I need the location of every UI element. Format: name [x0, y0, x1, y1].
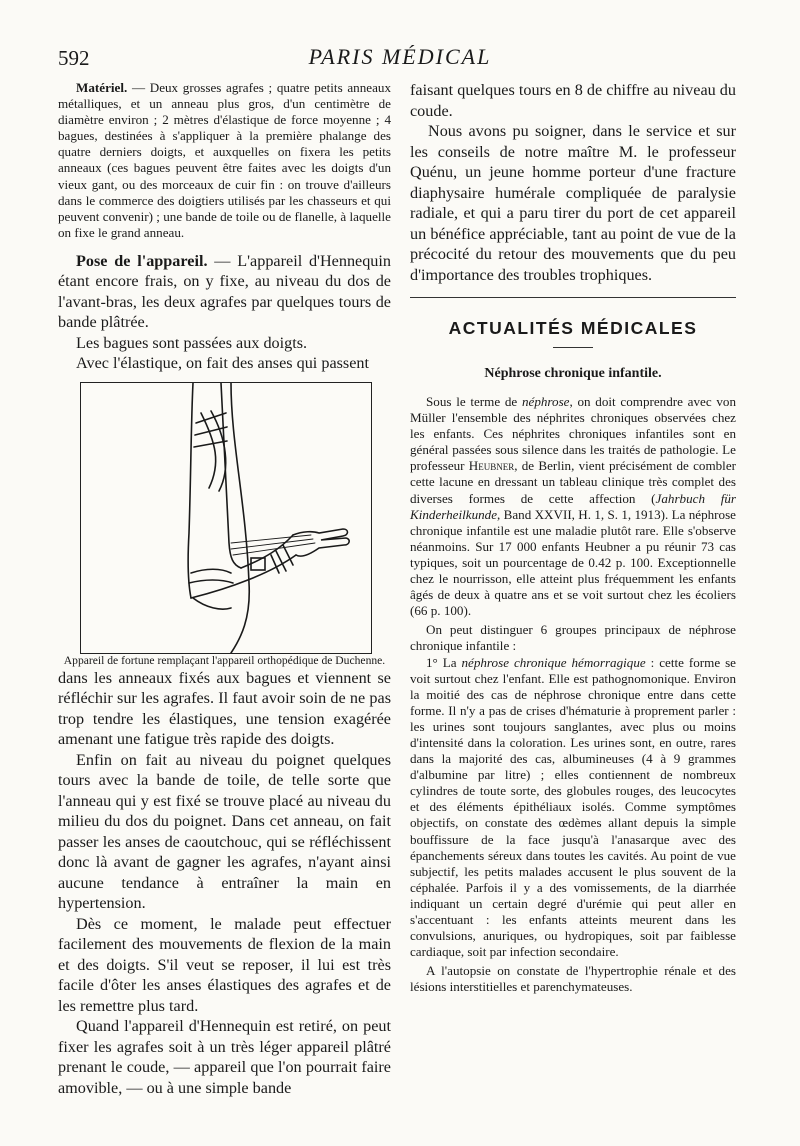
- elbow-cuff: [189, 569, 233, 583]
- page-number: 592: [58, 46, 90, 70]
- continued-paragraph: faisant quelques tours en 8 de chiffre au niveau du coude.: [410, 81, 736, 120]
- autopsy-paragraph: A l'autopsie on constate de l'hypertrophie rénale et des lésions interstitielles et parenchymateuses.: [410, 963, 736, 995]
- pose-paragraph: [58, 251, 391, 333]
- nephrose-intro-paragraph: [410, 394, 736, 619]
- text-run: , Band XXVII, H. 1, S. 1, 1913). La néphrose chronique infantile est une maladie plutôt rare. Elle s'observe néanmoins. Sur 17 000 enfants Heubner a pu réunir 73 cas typiques, soit un pourcentage de 0.42 p. 100. Exceptionnelle chez le nourrisson, elle atteint plus fréquemment les enfants âgés de deux à quatre ans et se voit surtout chez les écoliers (66 p. 100).: [410, 506, 736, 619]
- term-hemorrhagic: néphrose chronique hémorragique: [461, 654, 646, 670]
- figure-caption: Appareil de fortune remplaçant l'appareil orthopédique de Duchenne.: [63, 653, 386, 667]
- journal-title: Jahrbuch für Kinderheilkunde: [410, 490, 736, 522]
- forearm-lower: [191, 555, 296, 598]
- materiel-label: Matériel.: [76, 80, 128, 95]
- text-run: : cette forme se voit surtout chez l'enfant. Elle est pathognomonique. Environ la moitié des cas de néphrose chronique entre dans cette forme. Il n'y a pas de crises d'hématurie à proprement parler : les urines sont toujours sanglantes, avec plus ou moins d'intensité dans la coloration. Les urines sont, en outre, rares dans la majorité des cas, albumineuses (4 à 9 grammes d'albumine par litre) ; elles contiennent de nombreux cylindres de toute sorte, des globules rouges, des leucocytes et des éléments épithéliaux isolés. Comme symptômes objectifs, on constate des œdèmes allant depuis la simple bouffissure de la face jusqu'à l'anasarque avec des épanchements séreux dans toutes les cavités. Au point de vue subjectif, les petits malades accusent le plus souvent de la céphalée. Parfois il y a des vomissements, de la diarrhée indiquant un certain degré d'urémie qui peut aller en s'accentuant : les enfants atteints meurent dans les convulsions, anuriques, ou hydropiques, soit par faiblesse cardiaque, soit par infection secondaire.: [410, 654, 736, 960]
- section-divider: [410, 297, 736, 298]
- section-title: ACTUALITÉS MÉDICALES: [448, 318, 698, 338]
- text-run: 1° La: [426, 654, 462, 670]
- running-title: PARIS MÉDICAL: [308, 44, 492, 69]
- right-column: [410, 80, 736, 995]
- hand-outline: [293, 529, 349, 556]
- anneaux-paragraph: dans les anneaux fixés aux bagues et viennent se réfléchir sur les agrafes. Il faut avoir soin de ne pas trop tendre les élastiques, une tension exagérée amenant une fatigue très rapide des doigts.: [58, 668, 391, 749]
- bagues-paragraph: Les bagues sont passées aux doigts.: [76, 333, 308, 352]
- poignet-paragraph: Enfin on fait au niveau du poignet quelques tours avec la bande de toile, de telle sorte que l'anneau qui y est fixé se trouve placé au niveau du milieu du dos du poignet. Dans cet anneau, on fait passer les anses de caoutchouc, qui se réfléchissent donc là avant de gagner les agrafes, n'ayant ainsi aucune tendance à entraîner la main en hypertension.: [58, 750, 391, 913]
- term-nephrose: néphrose: [521, 394, 570, 409]
- quenu-paragraph: Nous avons pu soigner, dans le service et sur les conseils de notre maître M. le professeur Quénu, un jeune homme porteur d'une fracture diaphysaire humérale compliquée de paralysie radiale, et qui a paru tirer du port de cet appareil un bénéfice appréciable, tant au point de vue de la précocité du retour des mouvements que du peu d'importance des troubles trophiques.: [410, 122, 736, 284]
- pose-text: — L'appareil d'Hennequin étant encore frais, on y fixe, au niveau du dos de l'avant-bras, les deux agrafes par quelques tours de bande plâtrée.: [58, 251, 391, 332]
- left-column: [58, 80, 391, 1098]
- materiel-paragraph: [58, 80, 391, 241]
- arm-illustration: [81, 383, 371, 653]
- title-underline: [553, 347, 593, 348]
- figure-arm-apparatus: [80, 382, 372, 654]
- body-outline: [231, 383, 249, 653]
- groups-paragraph: On peut distinguer 6 groupes principaux de néphrose chronique infantile :: [410, 622, 736, 654]
- agrafes: [201, 411, 226, 491]
- hemorrhagic-paragraph: [410, 655, 736, 961]
- author-heubner: Heubner: [468, 458, 515, 474]
- text-run: Sous le terme de: [426, 394, 522, 409]
- retire-paragraph: Quand l'appareil d'Hennequin est retiré, on peut fixer les agrafes soit à un très léger appareil plâtré prenant le coude, — appareil que l'on pourrait faire amovible, — ou à une simple bande: [58, 1017, 391, 1097]
- pose-label: Pose de l'appareil.: [76, 251, 208, 270]
- text-run: , de Berlin, vient précisément de combler cette lacune en dressant un tableau clinique très complet des diverses formes de cette affection (: [410, 458, 736, 506]
- upper-arm-front: [188, 383, 193, 598]
- moment-paragraph: Dès ce moment, le malade peut effectuer facilement des mouvements de flexion de la main et des doigts. S'il veut se reposer, il lui est très facile d'ôter les anses élastiques des agrafes et de les remettre plus tard.: [58, 914, 391, 1015]
- materiel-text: — Deux grosses agrafes ; quatre petits anneaux métalliques, et un anneau plus gros, d'un centimètre de diamètre environ ; 2 mètres d'élastique de force moyenne ; 4 bagues, destinées à s'appliquer à la première phalange des quatre derniers doigts, et auxquelles on fixera les petits anneaux (ces bagues peuvent être faites avec les doigts d'un vieux gant, ou des morceaux de cuir fin : on trouve d'ailleurs dans le commerce des doigtiers utilisés par les chasseurs et qui peuvent convenir) ; une bande de toile ou de flanelle, à laquelle on fixe le grand anneau.: [58, 80, 391, 240]
- elbow-curve: [193, 598, 231, 609]
- text-run: , on doit comprendre avec von Müller l'ensemble des néphrites chroniques observées chez les enfants. Ces néphrites chroniques infantiles sont en général passées sous silence dans les traités de pathologie. Le professeur: [410, 394, 736, 474]
- article-title: Néphrose chronique infantile.: [484, 366, 662, 381]
- elastique-paragraph: Avec l'élastique, on fait des anses qui passent: [76, 354, 370, 373]
